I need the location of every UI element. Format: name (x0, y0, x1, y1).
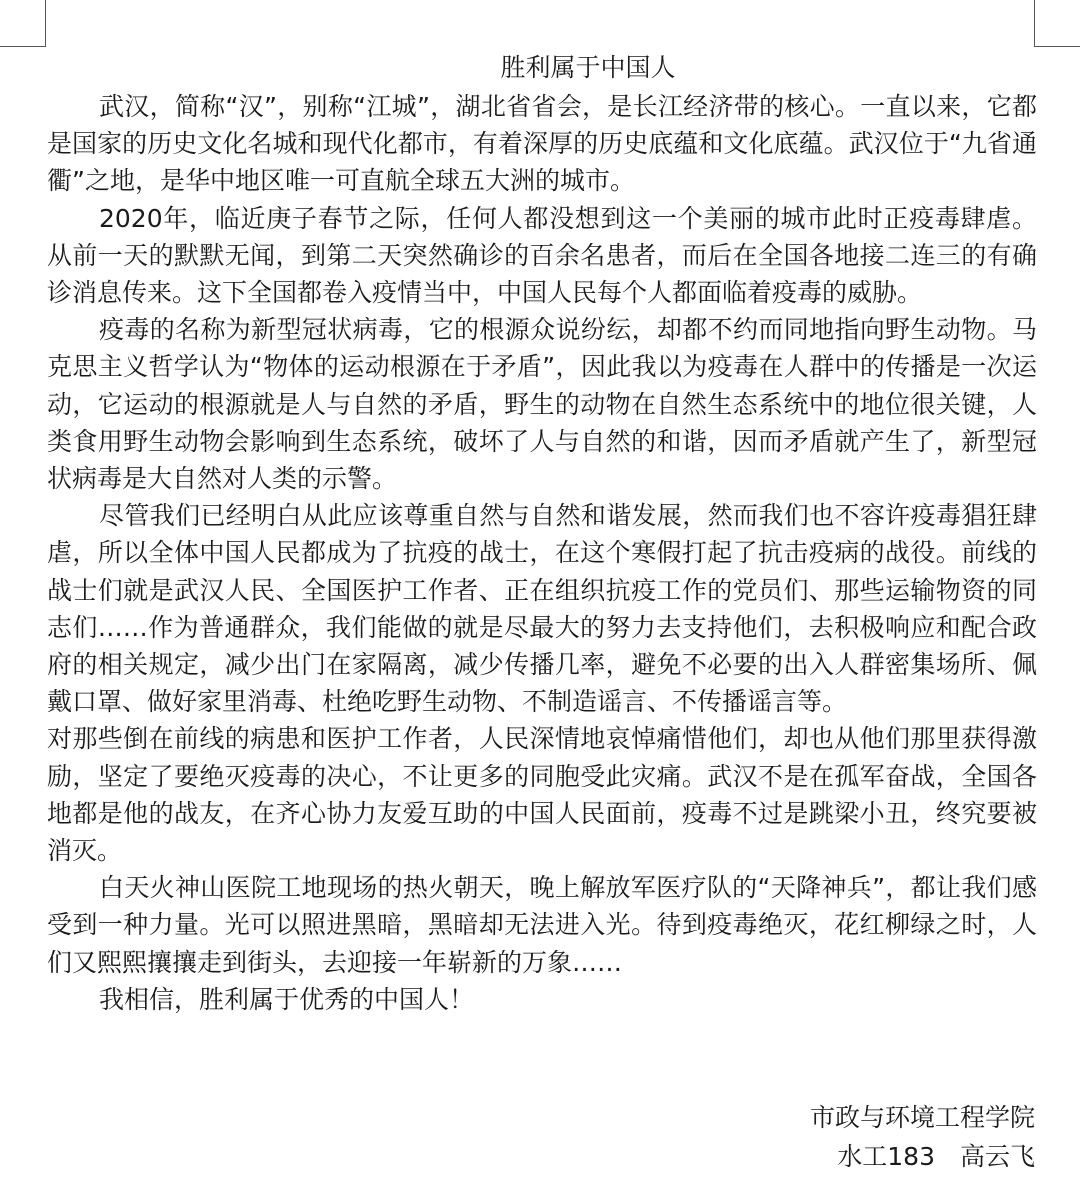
paragraph-2: 2020年，临近庚子春节之际，任何人都没想到这一个美丽的城市此时正疫毒肆虐。从前一天的默默无闻，到第二天突然确诊的百余名患者，而后在全国各地接二连三的有确诊消息传来。这下全国都卷入疫情当中，中国人民每个人都面临着疫毒的威胁。 (47, 203, 1037, 308)
paragraph-6: 白天火神山医院工地现场的热火朝天，晚上解放军医疗队的“天降神兵”，都让我们感受到一种力量。光可以照进黑暗，黑暗却无法进入光。待到疫毒绝灭，花红柳绿之时，人们又熙熙攘攘走到街头，去迎接一年崭新的万象…… (47, 873, 1037, 977)
paragraph-7: 我相信，胜利属于优秀的中国人！ (99, 984, 475, 1014)
signature-author: 水工183 高云飞 (837, 1142, 1035, 1171)
document-title: 胜利属于中国人 (500, 53, 676, 82)
paragraph-3: 疫毒的名称为新型冠状病毒，它的根源众说纷纭，却都不约而同地指向野生动物。马克思主义哲学认为“物体的运动根源在于矛盾”，因此我以为疫毒在人群中的传播是一次运动，它运动的根源就是人与自然的矛盾，野生的动物在自然生态系统中的地位很关键，人类食用野生动物会影响到生态系统，破坏了人与自然的和谐，因而矛盾就产生了，新型冠状病毒是大自然对人类的示警。 (47, 315, 1037, 494)
paragraph-1: 武汉，简称“汉”，别称“江城”，湖北省省会，是长江经济带的核心。一直以来，它都是国家的历史文化名城和现代化都市，有着深厚的历史底蕴和文化底蕴。武汉位于“九省通衢”之地，是华中地区唯一可直航全球五大洲的城市。 (47, 92, 1037, 196)
crop-mark-top-left-horizontal (0, 46, 46, 47)
signature-school: 市政与环境工程学院 (809, 1103, 1035, 1132)
document-body (47, 48, 1037, 1018)
paragraph-5: 对那些倒在前线的病患和医护工作者，人民深情地哀悼痛惜他们，却也从他们那里获得激励，坚定了要绝灭疫毒的决心，不让更多的同胞受此灾痛。武汉不是在孤军奋战，全国各地都是他的战友，在齐心协力友爱互助的中国人民面前，疫毒不过是跳梁小丑，终究要被消灭。 (47, 724, 1037, 866)
paragraph-4: 尽管我们已经明白从此应该尊重自然与自然和谐发展，然而我们也不容许疫毒猖狂肆虐，所以全体中国人民都成为了抗疫的战士，在这个寒假打起了抗击疫病的战役。前线的战士们就是武汉人民、全国医护工作者、正在组织抗疫工作的党员们、那些运输物资的同志们……作为普通群众，我们能做的就是尽最大的努力去支持他们，去积极响应和配合政府的相关规定，减少出门在家隔离，减少传播几率，避免不必要的出入人群密集场所、佩戴口罩、做好家里消毒、杜绝吃野生动物、不制造谣言、不传播谣言等。 (47, 501, 1037, 717)
crop-mark-top-left-vertical (45, 0, 46, 46)
crop-mark-top-right-horizontal (1034, 46, 1080, 47)
signature-block (810, 1098, 1035, 1176)
crop-mark-top-right-vertical (1034, 0, 1035, 46)
